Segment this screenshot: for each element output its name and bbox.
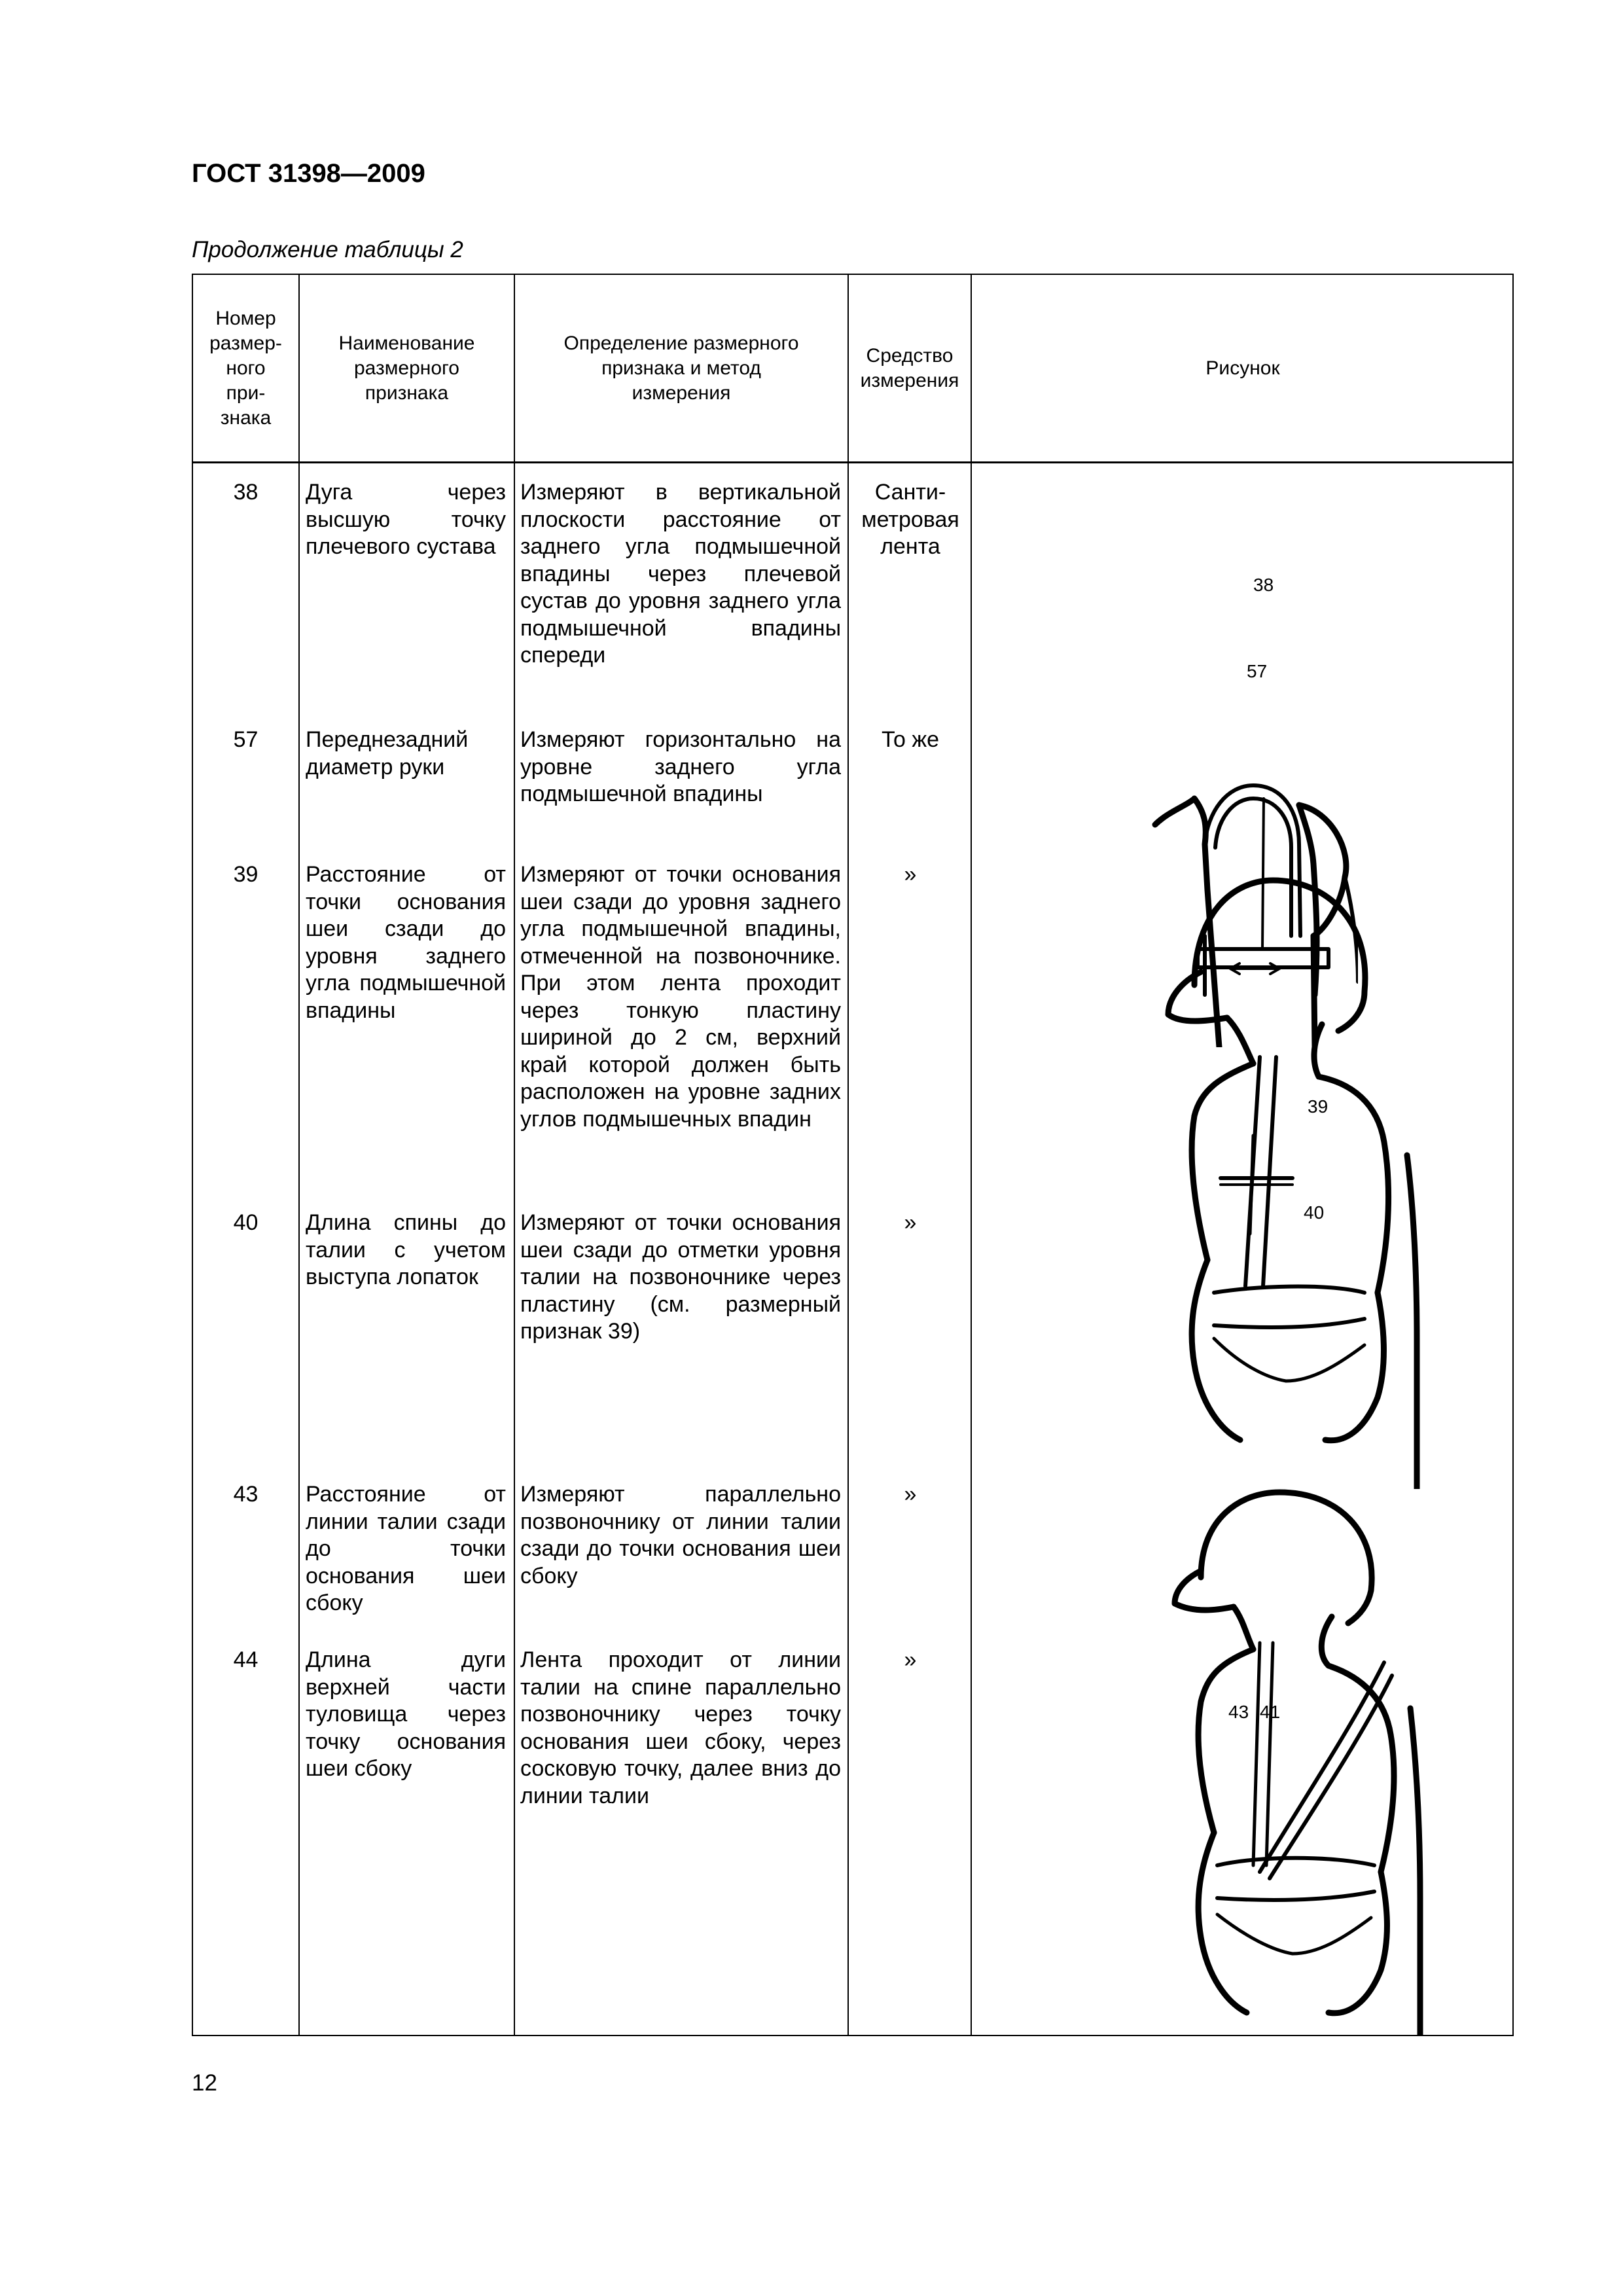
header-number: Номер размер- ного при- знака bbox=[209, 307, 282, 429]
row-instrument: » bbox=[904, 1210, 917, 1235]
header-divider bbox=[193, 461, 1512, 463]
row-instrument: » bbox=[904, 1647, 917, 1672]
row-name: Расстояние от линии талии сзади до точки основания шеи сбоку bbox=[306, 1482, 506, 1615]
row-instrument: Санти-метровая лента bbox=[861, 480, 959, 559]
header-figure: Рисунок bbox=[1205, 357, 1280, 379]
row-name: Дуга через высшую точку плечевого сустава bbox=[306, 480, 506, 559]
header-instrument: Средство измерения bbox=[860, 344, 959, 391]
figure-label-43: 43 bbox=[1228, 1702, 1249, 1722]
page-number: 12 bbox=[192, 2070, 217, 2096]
row-instrument: » bbox=[904, 862, 917, 887]
row-number: 39 bbox=[233, 862, 259, 887]
figure-label-39: 39 bbox=[1308, 1096, 1329, 1117]
row-definition: Измеряют в вертикальной плоскости расстояние от заднего угла подмышечной впадины через плечевой сустав до уровня заднего угла подмышечной впадины спереди bbox=[520, 480, 841, 668]
row-instrument: То же bbox=[881, 727, 940, 752]
row-name: Переднезадний диаметр руки bbox=[306, 727, 469, 780]
row-instrument: » bbox=[904, 1482, 917, 1507]
figure-label-40: 40 bbox=[1304, 1202, 1325, 1223]
row-definition: Измеряют параллельно позвоночнику от линии талии сзади до точки основания шеи сбоку bbox=[520, 1482, 841, 1588]
upper-torso-arc-figure bbox=[1155, 1479, 1443, 2036]
row-number: 40 bbox=[233, 1210, 259, 1235]
column-divider bbox=[298, 275, 300, 2035]
column-divider bbox=[971, 275, 972, 2035]
header-definition: Определение размерного признака и метод измерения bbox=[563, 332, 799, 404]
row-definition: Измеряют горизонтально на уровне заднего угла подмышечной впадины bbox=[520, 727, 841, 806]
table-caption: Продолжение таблицы 2 bbox=[192, 237, 463, 262]
figure-label-57: 57 bbox=[1247, 661, 1268, 681]
back-length-figure bbox=[1155, 867, 1430, 1489]
row-name: Расстояние от точки основания шеи сзади до уровня заднего угла подмышечной впадины bbox=[306, 862, 506, 1023]
header-name: Наименование размерного признака bbox=[338, 332, 475, 404]
row-definition: Измеряют от точки основания шеи сзади до отметки уровня талии на позвоночнике через пластину (см. размерный признак 39) bbox=[520, 1210, 841, 1344]
row-definition: Измеряют от точки основания шеи сзади до уровня заднего угла подмышечной впадины, отмеченной на позвоночнике. При этом лента проходит через тонкую пластину шириной до 2 см, верхний край которой должен быть расположен на уровне задних углов подмышечных впадин bbox=[520, 862, 841, 1132]
figure-label-38: 38 bbox=[1253, 575, 1274, 595]
figure-label-41: 41 bbox=[1260, 1702, 1281, 1722]
measurement-table bbox=[192, 274, 1514, 2036]
row-number: 44 bbox=[233, 1647, 259, 1672]
row-number: 38 bbox=[233, 480, 259, 505]
row-definition: Лента проходит от линии талии на спине параллельно позвоночнику через точку основания шеи сбоку, через сосковую точку, далее вниз до линии талии bbox=[520, 1647, 841, 1808]
column-divider bbox=[847, 275, 849, 2035]
column-divider bbox=[514, 275, 515, 2035]
row-number: 43 bbox=[233, 1482, 259, 1507]
row-name: Длина спины до талии с учетом выступа лопаток bbox=[306, 1210, 506, 1289]
document-header: ГОСТ 31398—2009 bbox=[192, 159, 425, 188]
row-name: Длина дуги верхней части туловища через точку основания шеи сбоку bbox=[306, 1647, 506, 1781]
row-number: 57 bbox=[233, 727, 259, 752]
